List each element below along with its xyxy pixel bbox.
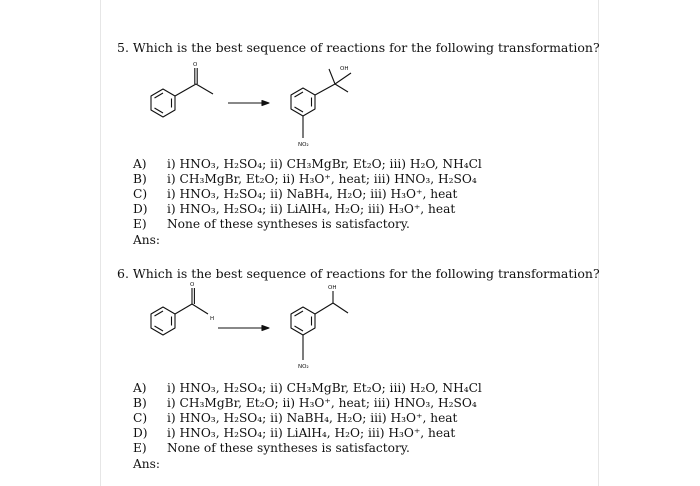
q6-reactant-structure [151, 288, 208, 335]
option-text: i) HNO₃, H₂SO₄; ii) CH₃MgBr, Et₂O; iii) H₂O, NH₄Cl [167, 157, 482, 171]
option-text: i) HNO₃, H₂SO₄; ii) CH₃MgBr, Et₂O; iii) H₂O, NH₄Cl [167, 381, 482, 395]
q5-reactant-oxygen-label: O [193, 62, 198, 68]
option-letter: D) [133, 202, 148, 216]
q5-reaction-arrow [228, 101, 269, 106]
option-text: i) HNO₃, H₂SO₄; ii) LiAlH₄, H₂O; iii) H₃O⁺, heat [167, 202, 456, 216]
option-letter: E) [133, 217, 147, 231]
q6-product-oh-label: OH [328, 285, 337, 291]
q5-option-a [133, 157, 482, 171]
option-letter: C) [133, 187, 148, 201]
q5-product-structure [291, 69, 351, 138]
q6-option-e [133, 441, 410, 455]
question-6-stem: 6. Which is the best sequence of reactions for the following transformation? [117, 266, 600, 281]
q5-answer-label: Ans: [133, 233, 161, 247]
option-letter: A) [133, 157, 147, 171]
q5-option-c [133, 187, 457, 201]
option-text: None of these syntheses is satisfactory. [167, 217, 410, 231]
option-text: i) CH₃MgBr, Et₂O; ii) H₃O⁺, heat; iii) HNO₃, H₂SO₄ [167, 396, 477, 410]
q6-product-structure [291, 291, 348, 360]
option-text: i) HNO₃, H₂SO₄; ii) LiAlH₄, H₂O; iii) H₃O⁺, heat [167, 426, 456, 440]
option-text: i) HNO₃, H₂SO₄; ii) NaBH₄, H₂O; iii) H₃O⁺, heat [167, 187, 458, 201]
question-5-stem: 5. Which is the best sequence of reactions for the following transformation? [117, 40, 600, 55]
q6-reaction-arrow [218, 326, 269, 331]
q5-option-d [133, 202, 455, 216]
option-letter: E) [133, 441, 147, 455]
option-text: i) CH₃MgBr, Et₂O; ii) H₃O⁺, heat; iii) HNO₃, H₂SO₄ [167, 172, 477, 186]
option-letter: C) [133, 411, 148, 425]
q6-option-b [133, 396, 477, 410]
option-text: None of these syntheses is satisfactory. [167, 441, 410, 455]
option-letter: B) [133, 172, 147, 186]
q6-option-d [133, 426, 455, 440]
q5-option-e [133, 217, 410, 231]
option-letter: D) [133, 426, 148, 440]
q5-product-oh-label: OH [340, 66, 349, 72]
q5-option-b [133, 172, 477, 186]
q6-option-a [133, 381, 482, 395]
option-letter: B) [133, 396, 147, 410]
q5-product-no2-label: NO₂ [298, 142, 309, 148]
q6-reactant-h-label: H [210, 316, 215, 322]
q6-option-c [133, 411, 457, 425]
q6-answer-label: Ans: [133, 457, 161, 471]
option-text: i) HNO₃, H₂SO₄; ii) NaBH₄, H₂O; iii) H₃O⁺, heat [167, 411, 458, 425]
q5-reactant-structure [151, 68, 213, 117]
q6-product-no2-label: NO₂ [298, 364, 309, 370]
q6-reactant-oxygen-label: O [190, 282, 195, 288]
option-letter: A) [133, 381, 147, 395]
